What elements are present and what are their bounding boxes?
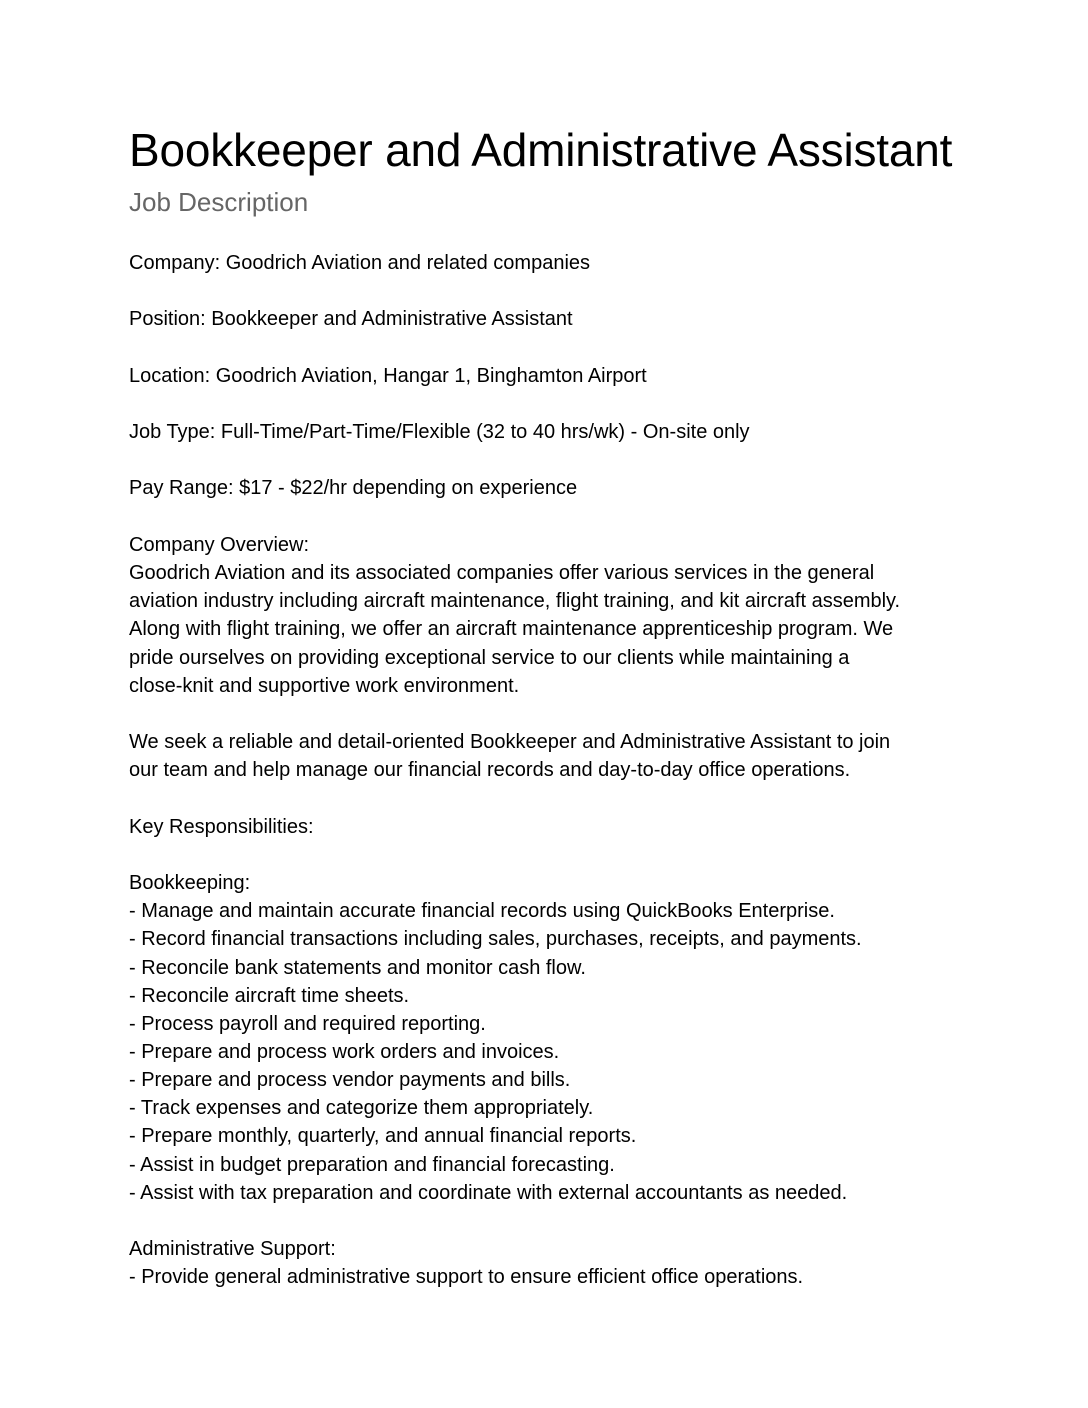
document-title: Bookkeeper and Administrative Assistant [129,124,953,176]
responsibilities-heading: Key Responsibilities: [129,816,314,838]
overview-heading: Company Overview: [129,534,310,556]
bookkeeping-heading: Bookkeeping: [129,872,251,894]
field-job-type: Job Type: Full-Time/Part-Time/Flexible (32 to 40 hrs/wk) - On-site only [129,421,750,443]
bookkeeping-item: - Reconcile aircraft time sheets. [129,985,410,1007]
overview-line: close-knit and supportive work environment. [129,675,520,697]
bookkeeping-item: - Prepare and process work orders and invoices. [129,1041,560,1063]
seek-line: our team and help manage our financial records and day-to-day office operations. [129,759,851,781]
overview-line: aviation industry including aircraft maintenance, flight training, and kit aircraft assembly. [129,590,901,612]
field-pay-range: Pay Range: $17 - $22/hr depending on experience [129,477,578,499]
field-company: Company: Goodrich Aviation and related companies [129,252,591,274]
seek-line: We seek a reliable and detail-oriented Bookkeeper and Administrative Assistant to join [129,731,891,753]
bookkeeping-item: - Assist in budget preparation and financial forecasting. [129,1154,615,1176]
field-position: Position: Bookkeeper and Administrative Assistant [129,308,573,330]
bookkeeping-item: - Manage and maintain accurate financial records using QuickBooks Enterprise. [129,900,835,922]
overview-line: pride ourselves on providing exceptional service to our clients while maintaining a [129,647,850,669]
bookkeeping-item: - Prepare monthly, quarterly, and annual financial reports. [129,1125,637,1147]
admin-heading: Administrative Support: [129,1238,336,1260]
document-subtitle: Job Description [129,187,309,217]
field-location: Location: Goodrich Aviation, Hangar 1, Binghamton Airport [129,365,647,387]
bookkeeping-item: - Reconcile bank statements and monitor cash flow. [129,957,586,979]
bookkeeping-item: - Assist with tax preparation and coordinate with external accountants as needed. [129,1182,848,1204]
overview-line: Along with flight training, we offer an aircraft maintenance apprenticeship program. We [129,618,894,640]
bookkeeping-item: - Record financial transactions including sales, purchases, receipts, and payments. [129,928,862,950]
bookkeeping-item: - Track expenses and categorize them appropriately. [129,1097,594,1119]
bookkeeping-item: - Prepare and process vendor payments and bills. [129,1069,571,1091]
bookkeeping-item: - Process payroll and required reporting. [129,1013,486,1035]
admin-item: - Provide general administrative support to ensure efficient office operations. [129,1266,804,1288]
overview-line: Goodrich Aviation and its associated companies offer various services in the general [129,562,875,584]
